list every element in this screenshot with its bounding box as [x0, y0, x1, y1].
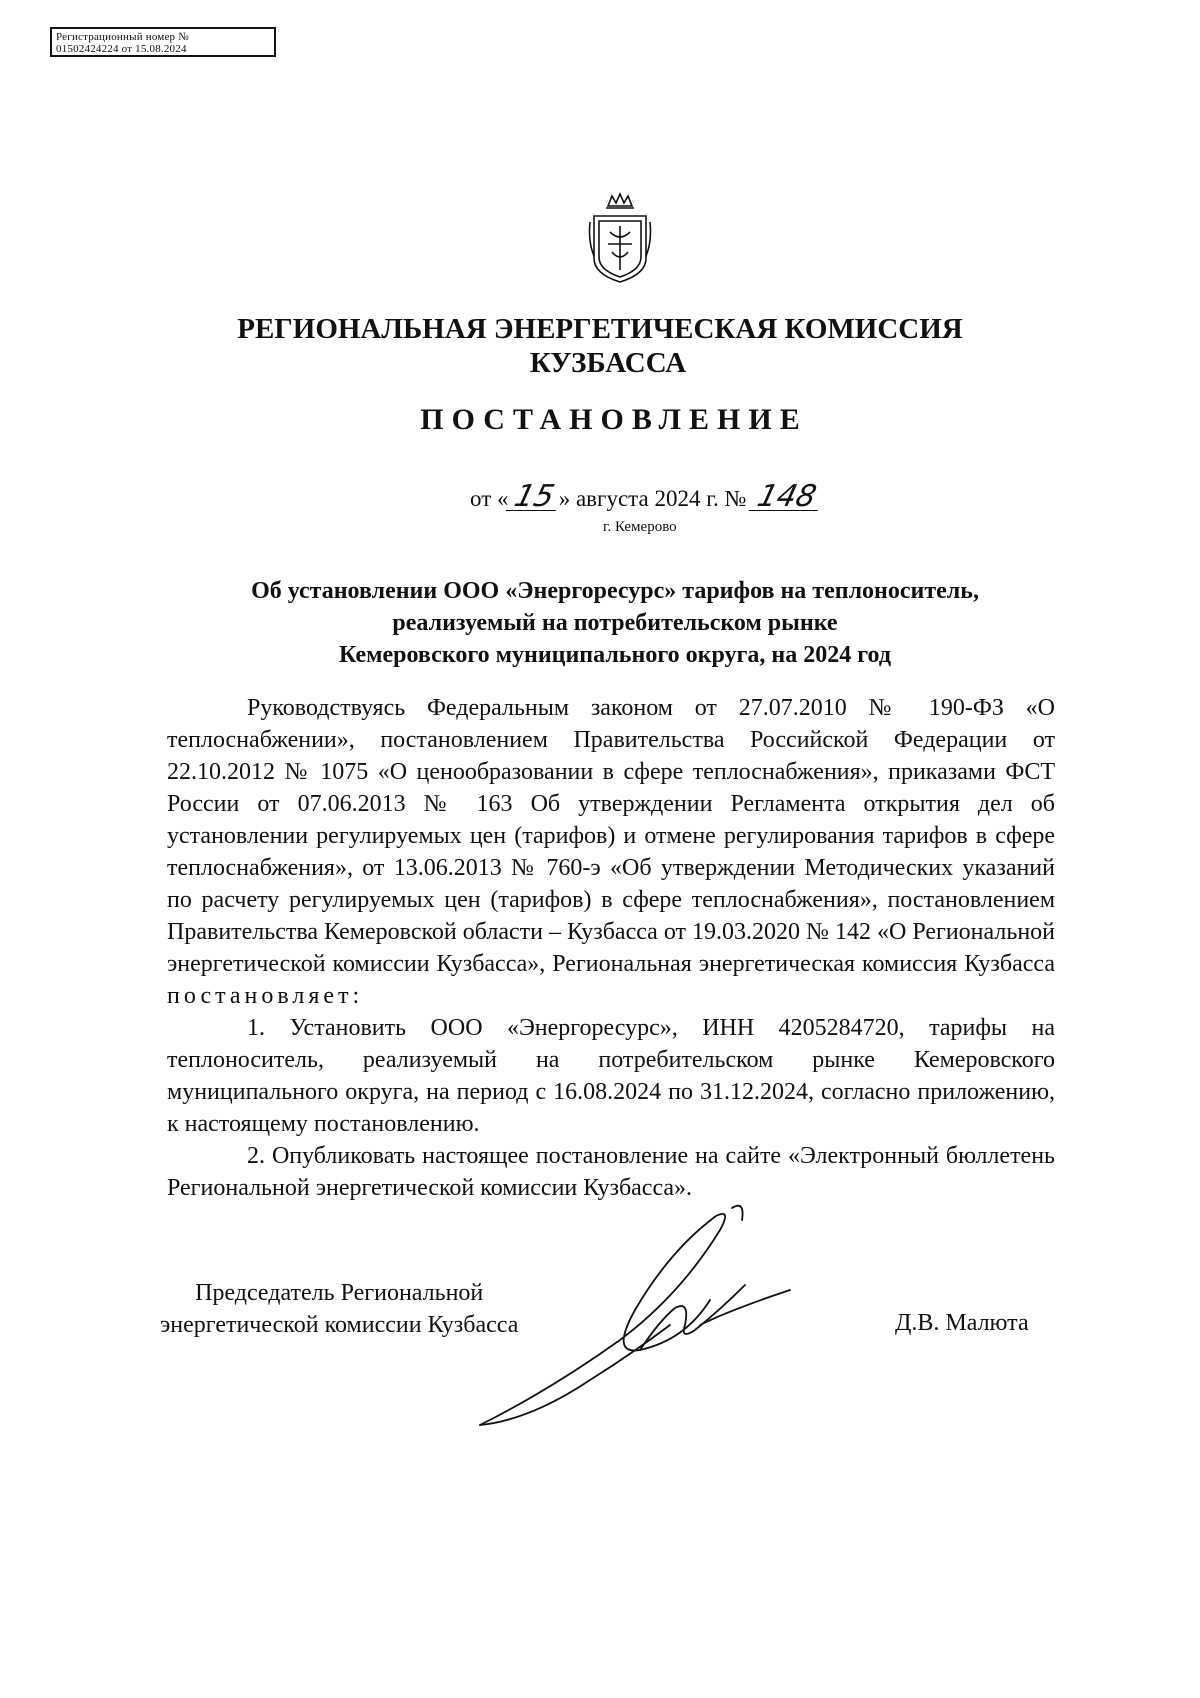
handwritten-number: 148: [749, 484, 825, 511]
handwritten-day: 15: [505, 484, 562, 511]
registration-line-2: 01502424224 от 15.08.2024: [56, 43, 187, 55]
kuzbass-coat-of-arms-icon: [588, 192, 652, 284]
agency-name: [0, 312, 1200, 380]
agency-name-line-1: РЕГИОНАЛЬНАЯ ЭНЕРГЕТИЧЕСКАЯ КОМИССИЯ: [237, 313, 963, 345]
body-text: [167, 692, 1055, 1204]
item-2: 2. Опубликовать настоящее постановление на сайте «Электронный бюллетень Региональной энергетической комиссии Кузбасса».: [167, 1143, 1055, 1201]
signatory-title: [160, 1277, 518, 1341]
registration-line-1: Регистрационный номер №: [56, 31, 189, 43]
agency-name-line-2: КУЗБАССА: [529, 347, 687, 379]
city: г. Кемерово: [603, 519, 677, 535]
subject-heading: [0, 575, 1200, 671]
preamble-paragraph: [167, 692, 1055, 1012]
handwritten-signature: [470, 1190, 830, 1450]
decree-word: постановляет:: [167, 983, 364, 1009]
registration-stamp: [50, 27, 276, 57]
date-number-line: [470, 479, 822, 514]
date-prefix: от «: [470, 486, 509, 511]
subject-line-1: Об установлении ООО «Энергоресурс» тарифов на теплоноситель,: [251, 578, 979, 604]
item-1: 1. Установить ООО «Энергоресурс», ИНН 4205284720, тарифы на теплоноситель, реализуемый на потребительском рынке Кемеровского муниципального округа, на период с 16.08.2024 по 31.12.2024, согласно приложению, к настоящему постановлению.: [167, 1015, 1055, 1137]
signatory-title-line-1: Председатель Региональной: [195, 1280, 484, 1306]
signatory-name: Д.В. Малюта: [895, 1310, 1029, 1336]
signatory-title-line-2: энергетической комиссии Кузбасса: [160, 1312, 519, 1338]
subject-line-3: Кемеровского муниципального округа, на 2024 год: [339, 642, 891, 668]
subject-line-2: реализуемый на потребительском рынке: [392, 610, 838, 636]
document-type: ПОСТАНОВЛЕНИЕ: [420, 403, 808, 436]
date-middle: » августа 2024 г. №: [558, 486, 747, 511]
preamble-text: Руководствуясь Федеральным законом от 27.07.2010 № 190-ФЗ «О теплоснабжении», постановлением Правительства Российской Федерации от 22.10.2012 № 1075 «О ценообразовании в сфере теплоснабжения», приказами ФСТ России от 07.06.2013 № 163 Об утверждении Регламента открытия дел об установлении регулируемых цен (тарифов) и отмене регулирования тарифов в сфере теплоснабжения», от 13.06.2013 № 760-э «Об утверждении Методических указаний по расчету регулируемых цен (тарифов) в сфере теплоснабжения», постановлением Правительства Кемеровской области – Кузбасса от 19.03.2020 № 142 «О Региональной энергетической комиссии Кузбасса», Региональная энергетическая комиссия Кузбасса: [167, 695, 1055, 977]
